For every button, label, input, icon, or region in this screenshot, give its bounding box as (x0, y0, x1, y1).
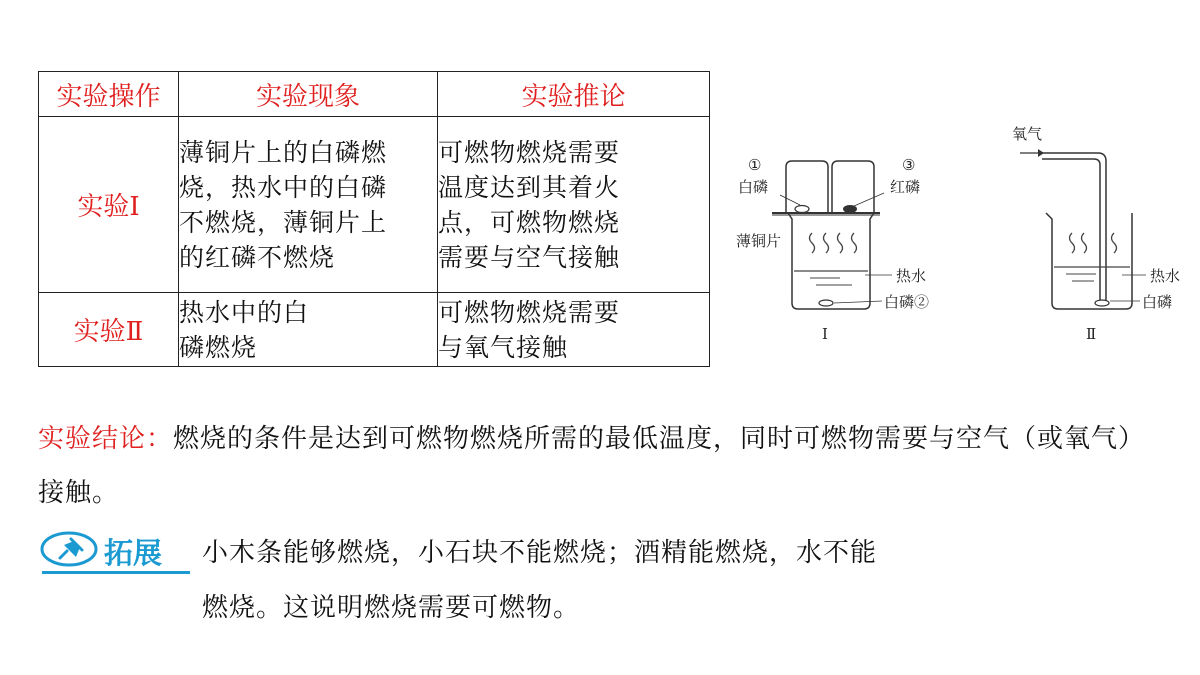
white-phosphorus-1-icon (795, 206, 809, 213)
label-mark-1: ① (748, 156, 762, 174)
phenomenon-line: 不燃烧，薄铜片上 (179, 207, 388, 237)
label-red-phosphorus: 红磷 (890, 178, 921, 196)
inference-line: 可燃物燃烧需要 (438, 297, 621, 327)
conclusion-text: 燃烧的条件是达到可燃物燃烧所需的最低温度，同时可燃物需要与空气（或氧气）接触。 (38, 424, 1146, 508)
arrow-head-icon (1038, 149, 1044, 157)
leader-line (834, 301, 882, 303)
label-white-phosphorus-3: 白磷 (1142, 293, 1173, 311)
steam-icon (1112, 233, 1117, 253)
extension-badge (40, 531, 200, 577)
bell-jar-right (832, 161, 874, 212)
inference-line: 可燃物燃烧需要 (438, 137, 621, 167)
apparatus-diagrams (720, 115, 1195, 350)
label-hot-water-2: 热水 (1150, 267, 1181, 285)
label-mark-3: ③ (902, 156, 916, 174)
experiment-2-phenomenon (179, 293, 438, 367)
caption-diagram-2: Ⅱ (1086, 325, 1097, 343)
beaker-1 (788, 213, 874, 309)
phenomenon-line: 热水中的白 (179, 297, 310, 327)
extension-line-1: 小木条能够燃烧，小石块不能燃烧；酒精能燃烧，水不能 (202, 538, 878, 568)
experiment-1-phenomenon (179, 117, 438, 293)
label-white-phosphorus: 白磷 (738, 178, 769, 196)
pushpin-icon (40, 531, 98, 567)
inference-line: 点，可燃物燃烧 (438, 207, 621, 237)
table-row-experiment-1 (39, 117, 710, 293)
table-row-experiment-2 (39, 293, 710, 367)
extension-text (202, 526, 1002, 636)
header-operation: 实验操作 (39, 72, 179, 117)
oxygen-tube-inner (1042, 159, 1100, 301)
caption-diagram-1: Ⅰ (822, 325, 828, 343)
extension-underline (42, 571, 190, 574)
header-phenomenon: 实验现象 (179, 72, 438, 117)
steam-icon (1070, 233, 1075, 253)
inference-line: 温度达到其着火 (438, 172, 621, 202)
label-white-phosphorus-2: 白磷② (884, 293, 930, 311)
label-copper-sheet: 薄铜片 (736, 232, 782, 250)
white-phosphorus-2-icon (819, 300, 833, 306)
beaker-2 (1046, 213, 1132, 309)
label-hot-water-1: 热水 (896, 267, 927, 285)
steam-icon (838, 233, 843, 253)
extension-line-2: 燃烧。这说明燃烧需要可燃物。 (202, 593, 581, 623)
conclusion-label: 实验结论： (38, 424, 174, 454)
apparatus-diagram-1 (736, 156, 929, 343)
experiment-2-inference (438, 293, 710, 367)
phenomenon-line: 烧，热水中的白磷 (179, 172, 388, 202)
steam-icon (824, 233, 829, 253)
steam-icon (810, 233, 815, 253)
red-phosphorus-icon (843, 205, 857, 213)
phenomenon-line: 的红磷不燃烧 (179, 242, 336, 272)
phenomenon-line: 磷燃烧 (179, 332, 258, 362)
steam-icon (1082, 233, 1087, 253)
experiment-table (38, 71, 710, 367)
steam-icon (852, 233, 857, 253)
extension-label: 拓展 (104, 536, 163, 570)
experiment-1-inference (438, 117, 710, 293)
phenomenon-line: 薄铜片上的白磷燃 (179, 137, 388, 167)
header-inference: 实验推论 (438, 72, 710, 117)
bell-jar-left (786, 161, 828, 212)
apparatus-diagram-2 (1012, 125, 1180, 343)
experiment-2-label: 实验Ⅱ (39, 293, 179, 367)
leader-line (854, 193, 884, 206)
leader-line (780, 195, 800, 205)
experiment-1-label: 实验Ⅰ (39, 117, 179, 293)
inference-line: 需要与空气接触 (438, 242, 621, 272)
table-header-row (39, 72, 710, 117)
white-phosphorus-3-icon (1095, 300, 1109, 306)
inference-line: 与氧气接触 (438, 332, 569, 362)
label-oxygen: 氧气 (1012, 125, 1043, 143)
conclusion-paragraph (38, 412, 1148, 520)
